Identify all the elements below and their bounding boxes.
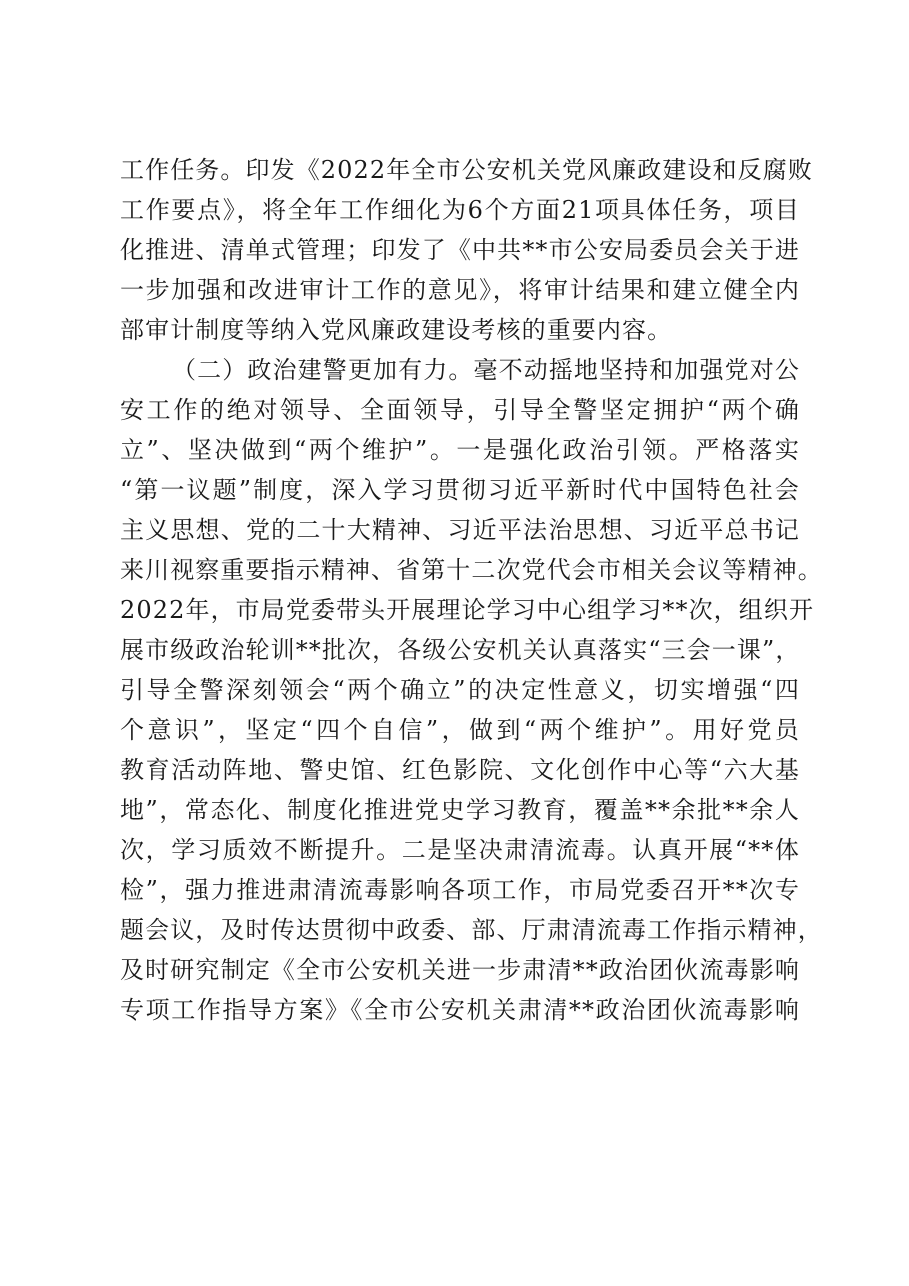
text-line: 次，学习质效不断提升。二是坚决肃清流毒。认真开展“**体	[120, 836, 800, 864]
text-line: 化推进、清单式管理；印发了《中共**市公安局委员会关于进	[120, 236, 800, 264]
text-line: 检”，强力推进肃清流毒影响各项工作，市局党委召开**次专	[120, 876, 800, 904]
text-line: 来川视察重要指示精神、省第十二次党代会市相关会议等精神。	[120, 556, 823, 584]
text-line: 题会议，及时传达贯彻中政委、部、厅肃清流毒工作指示精神，	[120, 916, 823, 944]
text-line: 教育活动阵地、警史馆、红色影院、文化创作中心等“六大基	[120, 756, 800, 784]
text-line: 部审计制度等纳入党风廉政建设考核的重要内容。	[120, 316, 673, 344]
body-text	[120, 150, 823, 1030]
text-line: 一步加强和改进审计工作的意见》，将审计结果和建立健全内	[120, 276, 800, 304]
text-line: 主义思想、党的二十大精神、习近平法治思想、习近平总书记	[120, 516, 800, 544]
section-heading-line: （二）政治建警更加有力。毫不动摇地坚持和加强党对公	[172, 356, 800, 384]
text-line: 立”、坚决做到“两个维护”。一是强化政治引领。严格落实	[120, 436, 800, 464]
text-line: 个意识”，坚定“四个自信”，做到“两个维护”。用好党员	[120, 716, 800, 744]
text-line: 工作要点》，将全年工作细化为6个方面21项具体任务，项目	[120, 196, 800, 224]
text-line: 2022年，市局党委带头开展理论学习中心组学习**次，组织开	[120, 596, 815, 624]
text-line: 地”，常态化、制度化推进党史学习教育，覆盖**余批**余人	[120, 796, 800, 824]
text-line: 安工作的绝对领导、全面领导，引导全警坚定拥护“两个确	[120, 396, 800, 424]
text-line: 引导全警深刻领会“两个确立”的决定性意义，切实增强“四	[120, 676, 800, 704]
text-line: 及时研究制定《全市公安机关进一步肃清**政治团伙流毒影响	[120, 956, 800, 984]
text-line: 专项工作指导方案》《全市公安机关肃清**政治团伙流毒影响	[120, 996, 800, 1024]
text-line: “第一议题”制度，深入学习贯彻习近平新时代中国特色社会	[120, 476, 800, 504]
text-line: 展市级政治轮训**批次，各级公安机关认真落实“三会一课”，	[120, 636, 801, 664]
text-line: 工作任务。印发《2022年全市公安机关党风廉政建设和反腐败	[120, 156, 813, 184]
